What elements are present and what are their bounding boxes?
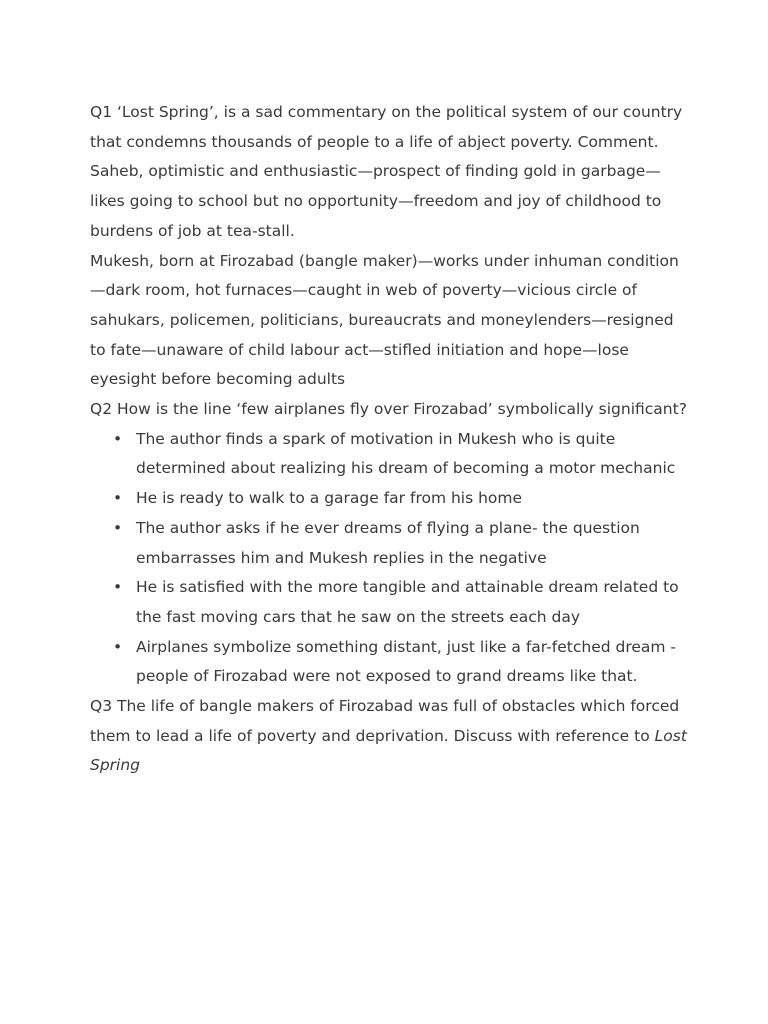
document-page <box>90 98 690 781</box>
list-item: • He is ready to walk to a garage far from his home <box>136 484 690 514</box>
list-item: • The author asks if he ever dreams of flying a plane- the question embarrasses him and Mukesh replies in the negative <box>136 514 690 573</box>
q1-question: Q1 ‘Lost Spring’, is a sad commentary on the political system of our country that condemns thousands of people to a life of abject poverty. Comment. <box>90 103 683 151</box>
q2-question: Q2 How is the line ‘few airplanes fly over Firozabad’ symbolically significant? <box>90 400 687 419</box>
q2-bullet-list <box>90 425 690 692</box>
q3-question-title: Lost Spring <box>90 726 687 775</box>
q1-answer-mukesh: Mukesh, born at Firozabad (bangle maker)—works under inhuman condition—dark room, hot furnaces—caught in web of poverty—vicious circle of sahukars, policemen, politicians, bureaucrats and moneylenders—resigned to fate—unaware of child labour act—stifled initiation and hope—lose eyesight before becoming adults <box>90 251 679 389</box>
q3-question-text: Q3 The life of bangle makers of Firozabad was full of obstacles which forced them to lead a life of poverty and deprivation. Discuss with reference to <box>90 697 680 745</box>
q3-question <box>90 692 690 781</box>
list-item: • He is satisfied with the more tangible and attainable dream related to the fast moving cars that he saw on the streets each day <box>136 573 690 632</box>
list-item: • The author finds a spark of motivation in Mukesh who is quite determined about realizing his dream of becoming a motor mechanic <box>136 425 690 484</box>
list-item: • Airplanes symbolize something distant, just like a far-fetched dream -people of Firozabad were not exposed to grand dreams like that. <box>136 633 690 692</box>
q1-answer-saheb: Saheb, optimistic and enthusiastic—prospect of finding gold in garbage—likes going to school but no opportunity—freedom and joy of childhood to burdens of job at tea-stall. <box>90 162 662 240</box>
